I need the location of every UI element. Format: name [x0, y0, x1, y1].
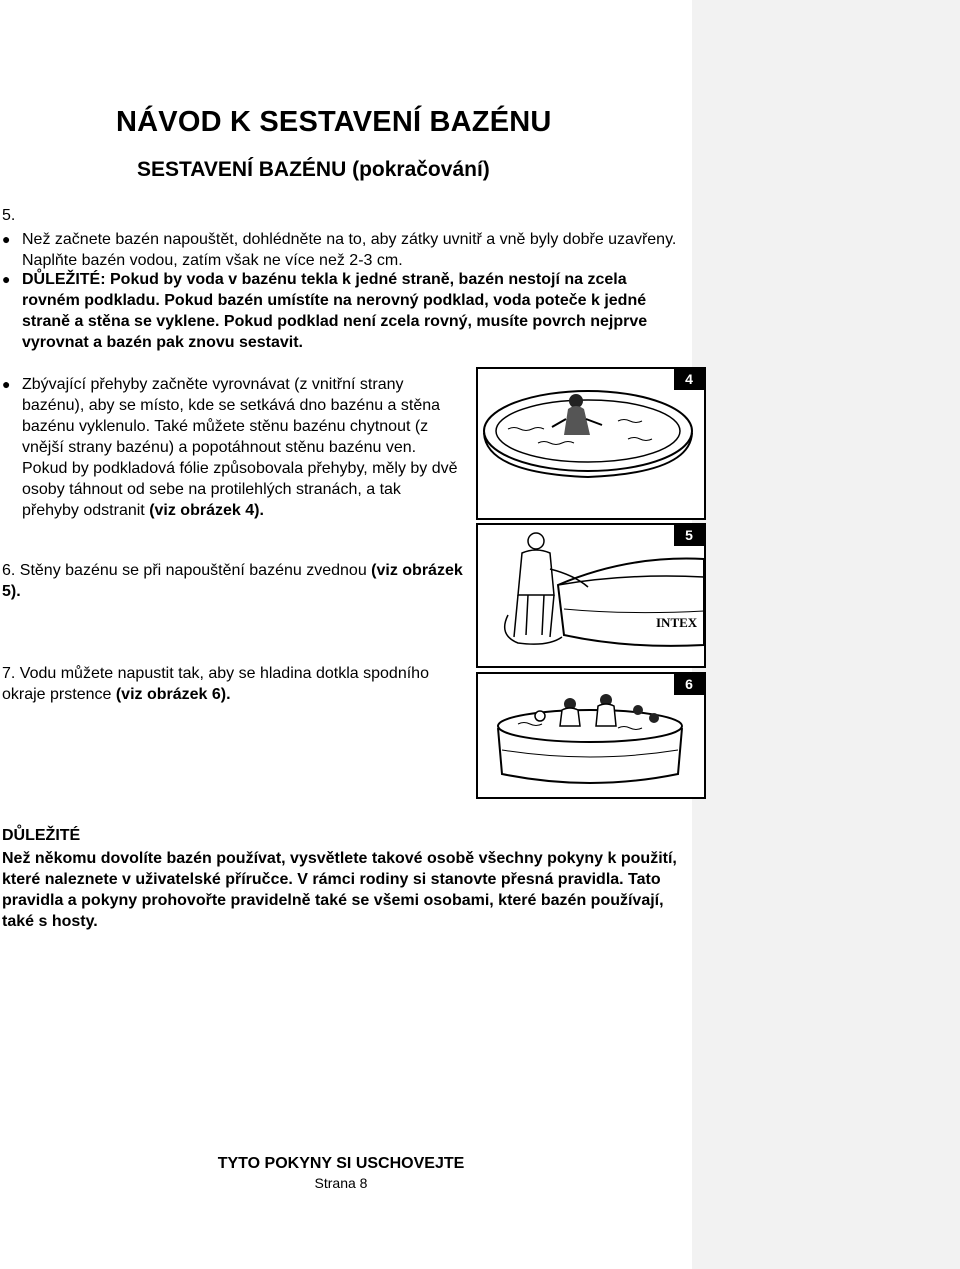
- step-7-text: 7. Vodu můžete napustit tak, aby se hladina dotkla spodního okraje prstence: [2, 665, 429, 703]
- figure-4-label: 4: [674, 369, 704, 390]
- bullet-3-figure-ref: (viz obrázek 4).: [149, 502, 264, 519]
- figure-6-label: 6: [674, 674, 704, 695]
- figure-5-illustration: [478, 525, 704, 666]
- bullet-3-text: Zbývající přehyby začněte vyrovnávat (z vnitřní strany bazénu), aby se místo, kde se setkává dno bazénu a stěna bazénu vyklenulo. Také můžete stěnu bazénu chytnout (z vnější strany bazénu) a popotáhnout stěnu bazénu ven. Pokud by podkladová fólie způsobovala přehyby, měly by dvě osoby táhnout od sebe na protilehlých stranách, a tak přehyby odstranit: [22, 376, 458, 519]
- figure-5-label: 5: [674, 525, 704, 546]
- step-7-figure-ref: (viz obrázek 6).: [115, 686, 231, 703]
- page-number: Strana 8: [314, 1175, 368, 1191]
- figure-6-illustration: [478, 674, 704, 797]
- step-5-bullet-2: DŮLEŽITÉ: Pokud by voda v bazénu tekla k jedné straně, bazén nestojí na zcela rovném podkladu. Pokud bazén umístíte na nerovný podklad, voda poteče k jedné straně a stěna se vyklene. Pokud podklad není zcela rovný, musíte povrch nejprve vyrovnat a bazén pak znovu sestavit.: [22, 271, 648, 351]
- figure-4: [476, 367, 706, 520]
- important-heading: DŮLEŽITÉ: [2, 827, 81, 844]
- sidebar-panel: [692, 0, 960, 1269]
- page-title: NÁVOD K SESTAVENÍ BAZÉNU: [116, 106, 552, 138]
- intex-logo: INTEX: [656, 615, 698, 630]
- figure-4-illustration: [478, 369, 704, 518]
- step-7: [2, 663, 472, 705]
- step-5-bullet-3: [22, 374, 462, 521]
- bullet-dot-icon: ●: [2, 376, 11, 392]
- step-6-figure-ref: (viz obrázek 5).: [2, 562, 463, 600]
- page-subtitle: SESTAVENÍ BAZÉNU (pokračování): [137, 158, 490, 181]
- figure-5: [476, 523, 706, 668]
- step-5-number: 5.: [2, 207, 16, 224]
- important-text: Než někomu dovolíte bazén používat, vysvětlete takové osobě všechny pokyny k použití, které naleznete v uživatelské příručce. V rámci rodiny si stanovte přesná pravidla. Tato pravidla a pokyny prohovořte pravidelně také se všemi osobami, které bazén používají, také s hosty.: [2, 850, 677, 930]
- footer-keep-instructions: TYTO POKYNY SI USCHOVEJTE: [217, 1155, 465, 1172]
- figure-6: [476, 672, 706, 799]
- step-6: [2, 560, 472, 602]
- step-6-text: 6. Stěny bazénu se při napouštění bazénu zvednou: [2, 562, 372, 579]
- bullet-dot-icon: ●: [2, 271, 11, 287]
- step-5-bullet-1: Než začnete bazén napouštět, dohlédněte na to, aby zátky uvnitř a vně byly dobře uzavřeny. Naplňte bazén vodou, zatím však ne více než 2-3 cm.: [22, 231, 677, 269]
- bullet-dot-icon: ●: [2, 231, 11, 247]
